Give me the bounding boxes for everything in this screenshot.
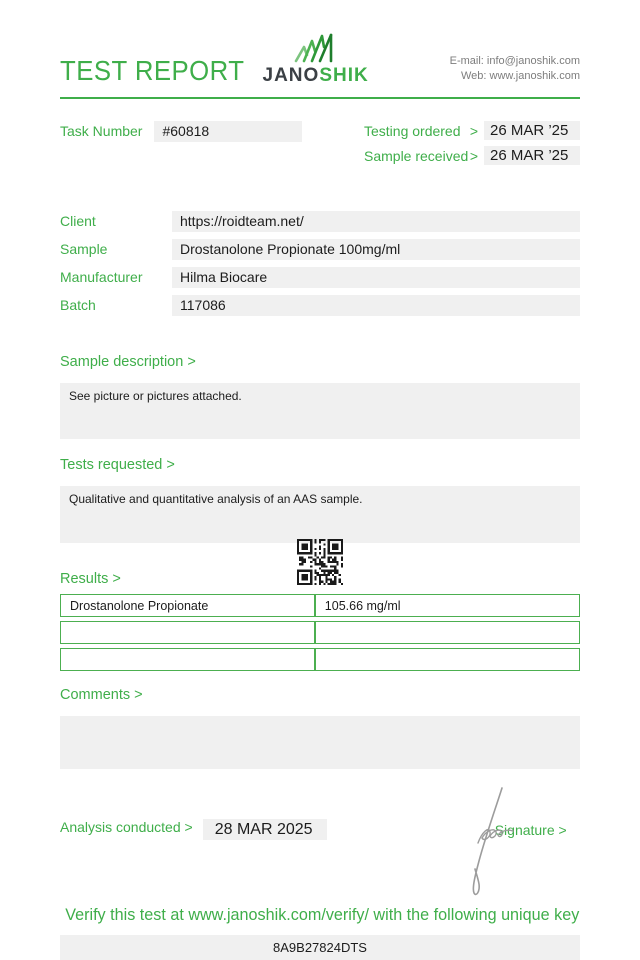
unique-key-value: 8A9B27824DTS [60,935,580,960]
sample-received-row [364,146,580,165]
result-value-cell [315,648,580,671]
client-value: https://roidteam.net/ [172,211,580,232]
sample-received-value: 26 MAR ’25 [484,146,580,165]
tests-requested-heading: Tests requested > [60,457,175,473]
manufacturer-label: Manufacturer [60,269,143,285]
chevron-icon: > [469,148,478,164]
client-label: Client [60,213,96,229]
qr-code [297,539,343,585]
growth-chart-icon [293,34,339,64]
task-number-value: #60818 [154,121,302,142]
results-table [60,590,580,675]
sample-received-label: Sample received [364,148,469,164]
batch-value: 117086 [172,295,580,316]
testing-ordered-value: 26 MAR ’25 [484,121,580,140]
results-heading: Results > [60,571,121,587]
detail-row-sample [60,239,580,260]
result-analyte-cell [60,621,315,644]
signature-image [456,785,518,903]
result-value-cell [315,621,580,644]
result-value-cell: 105.66 mg/ml [315,594,580,617]
details-section [60,211,580,316]
sample-value: Drostanolone Propionate 100mg/ml [172,239,580,260]
logo-shik: SHIK [319,65,369,86]
manufacturer-value: Hilma Biocare [172,267,580,288]
detail-row-manufacturer [60,267,580,288]
chevron-icon: > [469,123,478,139]
dates-block [364,121,580,171]
testing-ordered-label: Testing ordered [364,123,461,139]
tests-requested-box: Qualitative and quantitative analysis of an AAS sample. [60,486,580,543]
detail-row-client [60,211,580,232]
comments-box [60,716,580,769]
task-section [60,121,580,171]
table-row [60,594,580,617]
table-row [60,621,580,644]
contact-web: Web: www.janoshik.com [460,69,580,82]
sample-description-heading: Sample description > [60,354,196,370]
batch-label: Batch [60,297,96,313]
detail-row-batch [60,295,580,316]
analysis-row [60,819,580,840]
results-header [60,543,580,587]
analysis-conducted-label: Analysis conducted > [60,819,193,835]
contact-email: E-mail: info@janoshik.com [449,54,580,67]
testing-ordered-row [364,121,580,140]
verify-text: Verify this test at www.janoshik.com/verify/ with the following unique key [65,906,580,924]
logo-wordmark [263,66,369,85]
sample-label: Sample [60,241,108,257]
task-number-row [60,121,302,171]
header [60,34,580,85]
analysis-date-value: 28 MAR 2025 [203,819,327,840]
page-title: TEST REPORT [60,55,245,86]
sample-description-box: See picture or pictures attached. [60,383,580,439]
logo-jano: JANO [262,65,320,86]
table-row [60,648,580,671]
janoshik-logo [263,34,369,85]
result-analyte-cell [60,648,315,671]
header-divider [60,97,580,99]
contact-info [450,54,580,84]
signature-label: Signature > [494,822,567,838]
task-number-label: Task Number [60,123,143,139]
comments-heading: Comments > [60,687,143,703]
result-analyte-cell: Drostanolone Propionate [60,594,315,617]
